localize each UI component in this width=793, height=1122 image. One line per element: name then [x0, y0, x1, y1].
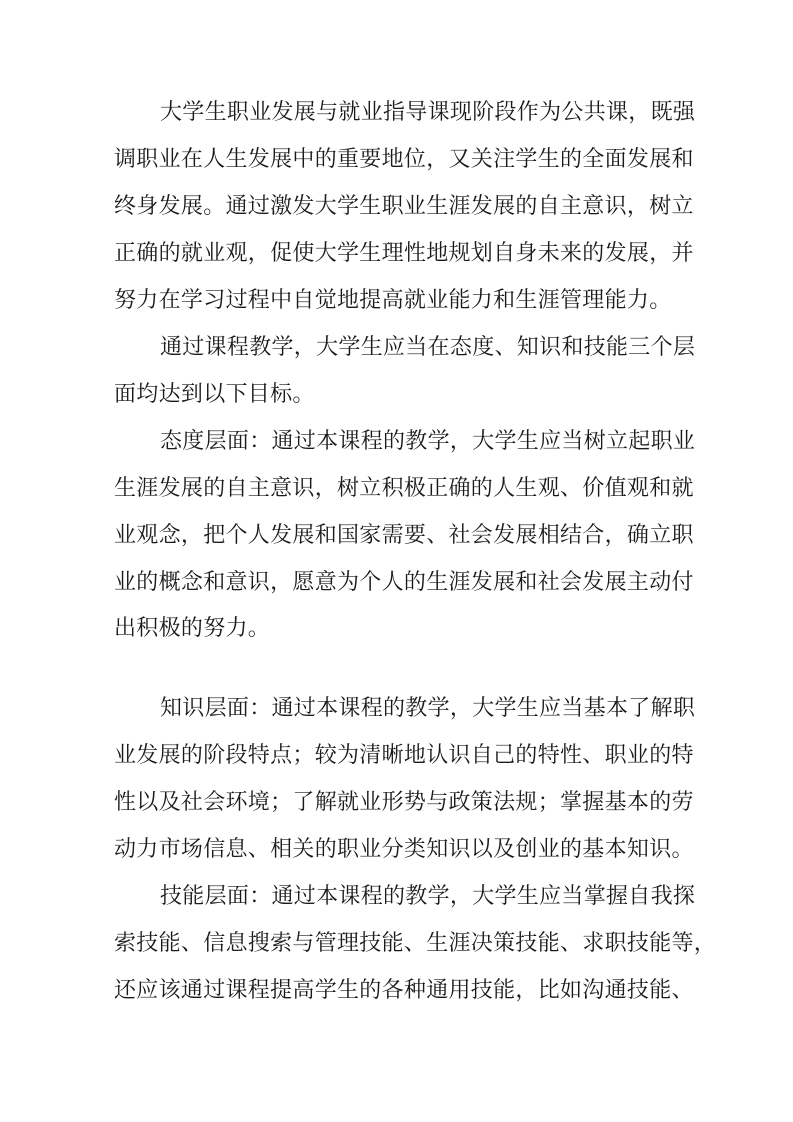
text-line: 业发展的阶段特点；较为清晰地认识自己的特性、职业的特: [114, 743, 694, 768]
text-line: 业观念，把个人发展和国家需要、社会发展相结合，确立职: [114, 523, 694, 548]
text-line: 大学生职业发展与就业指导课现阶段作为公共课，既强: [160, 100, 696, 125]
text-line: 技能层面：通过本课程的教学，大学生应当掌握自我探: [160, 884, 696, 909]
text-line: 态度层面：通过本课程的教学，大学生应当树立起职业: [160, 429, 696, 454]
text-line: 正确的就业观，促使大学生理性地规划自身未来的发展，并: [114, 241, 694, 266]
text-line: 终身发展。通过激发大学生职业生涯发展的自主意识，树立: [114, 194, 694, 219]
text-line: 业的概念和意识，愿意为个人的生涯发展和社会发展主动付: [114, 570, 694, 595]
text-line: 出积极的努力。: [114, 616, 271, 641]
text-line: 通过课程教学，大学生应当在态度、知识和技能三个层: [160, 335, 696, 360]
text-line: 调职业在人生发展中的重要地位，又关注学生的全面发展和: [114, 147, 694, 172]
text-line: 知识层面：通过本课程的教学，大学生应当基本了解职: [160, 696, 696, 721]
text-line: 面均达到以下目标。: [114, 382, 315, 407]
text-line: 努力在学习过程中自觉地提高就业能力和生涯管理能力。: [114, 288, 672, 313]
text-line: 生涯发展的自主意识，树立积极正确的人生观、价值观和就: [114, 476, 694, 501]
text-line: 索技能、信息搜索与管理技能、生涯决策技能、求职技能等，: [114, 931, 717, 956]
text-line: 还应该通过课程提高学生的各种通用技能，比如沟通技能、: [114, 978, 694, 1003]
text-line: 性以及社会环境；了解就业形势与政策法规；掌握基本的劳: [114, 790, 694, 815]
text-line: 动力市场信息、相关的职业分类知识以及创业的基本知识。: [114, 837, 694, 862]
